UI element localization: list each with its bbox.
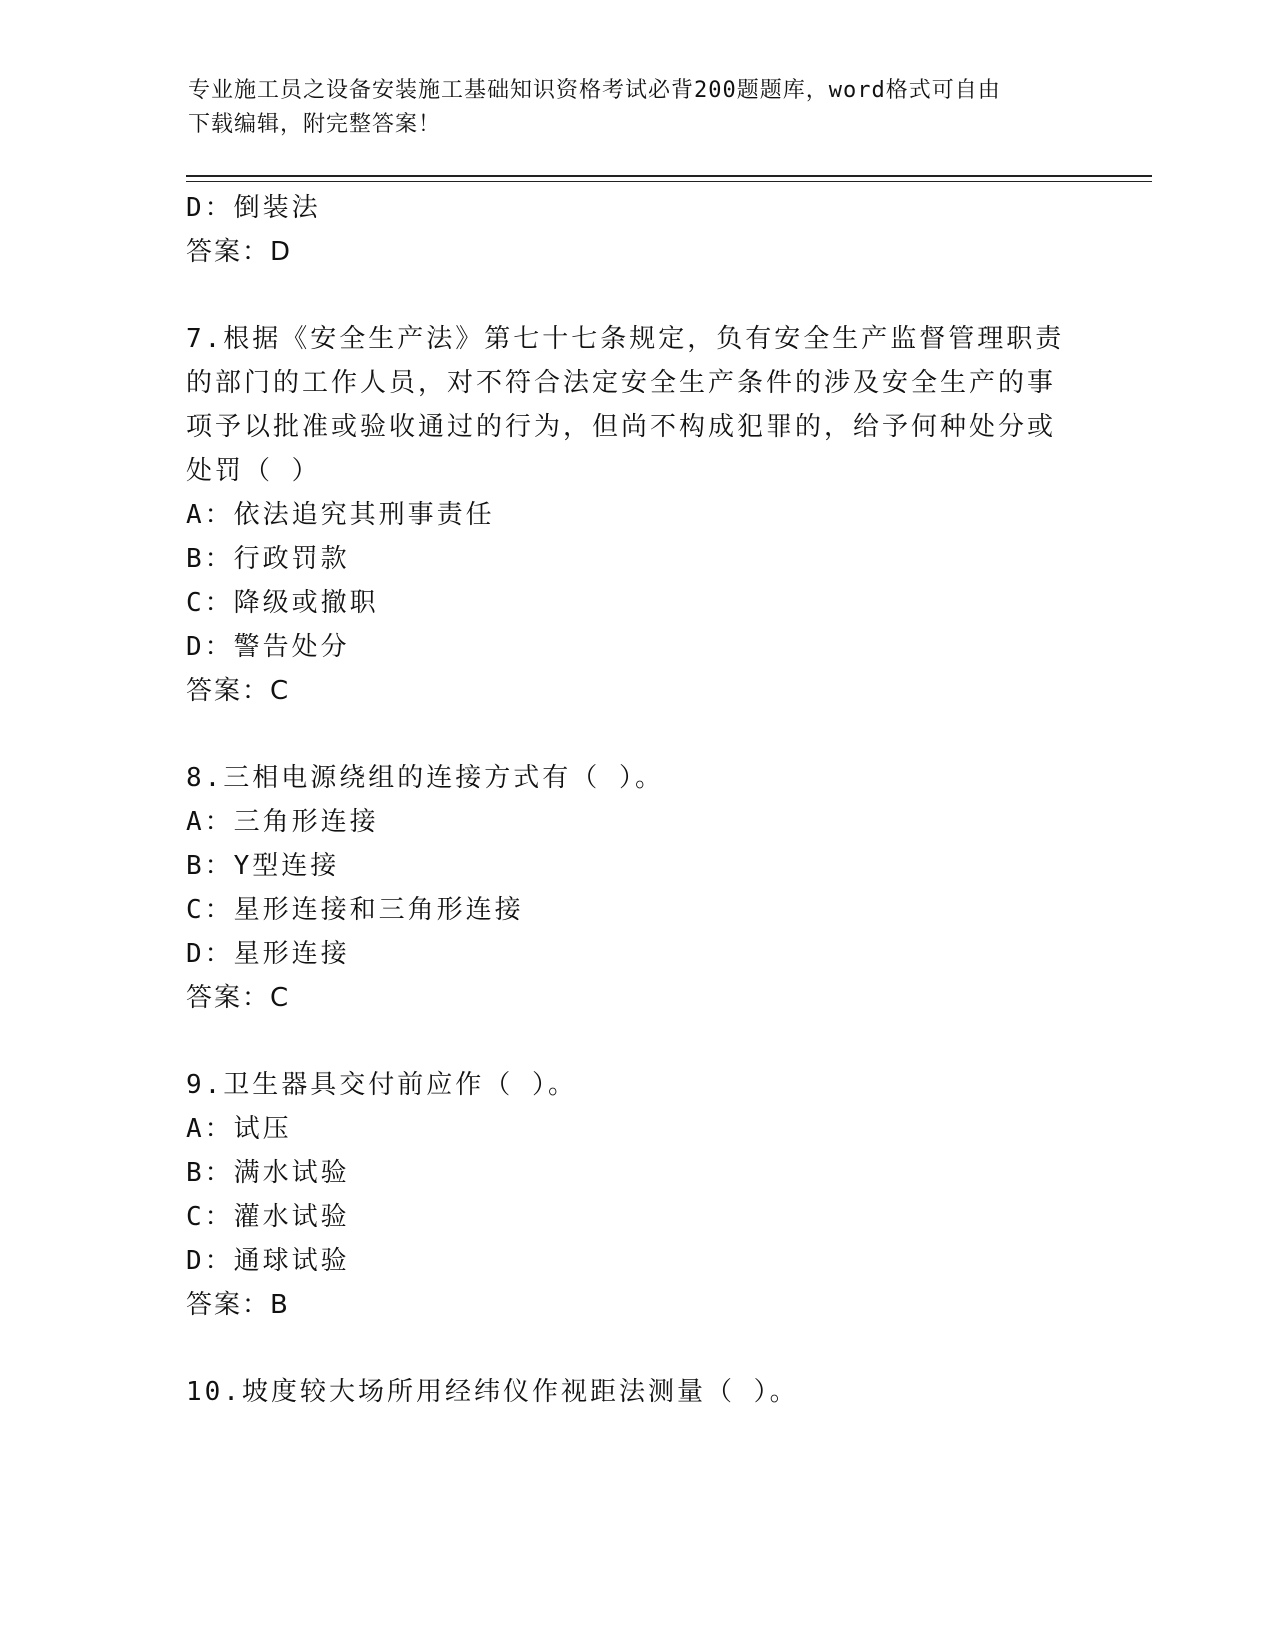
q7-option-b: B：行政罚款 xyxy=(186,544,350,574)
q9-option-a: A：试压 xyxy=(186,1114,292,1144)
q8-option-d: D：星形连接 xyxy=(186,939,350,969)
document-header xyxy=(188,74,1068,142)
header-rule-thin xyxy=(186,181,1152,182)
q7-answer: 答案：C xyxy=(186,676,291,706)
header-rule-thick xyxy=(186,175,1152,177)
q9-option-b: B：满水试验 xyxy=(186,1158,350,1188)
q7-option-a: A：依法追究其刑事责任 xyxy=(186,500,495,530)
q8-option-a: A：三角形连接 xyxy=(186,807,379,837)
header-line-2: 下载编辑，附完整答案！ xyxy=(188,112,442,137)
q7-option-c: C：降级或撤职 xyxy=(186,588,379,618)
q8-option-c: C：星形连接和三角形连接 xyxy=(186,895,524,925)
q8-option-b: B：Y型连接 xyxy=(186,851,340,881)
q8-answer: 答案：C xyxy=(186,983,291,1013)
q10-stem: 10.坡度较大场所用经纬仪作视距法测量（ ）。 xyxy=(186,1377,799,1407)
prev-option-d: D：倒装法 xyxy=(186,193,321,223)
header-line-1: 专业施工员之设备安装施工基础知识资格考试必背200题题库，word格式可自由 xyxy=(188,78,1001,103)
q7-option-d: D：警告处分 xyxy=(186,632,350,662)
q9-option-c: C：灌水试验 xyxy=(186,1202,350,1232)
q9-answer: 答案：B xyxy=(186,1290,290,1320)
q7-stem-line-3: 项予以批准或验收通过的行为，但尚不构成犯罪的，给予何种处分或 xyxy=(186,412,1057,442)
q7-stem-line-4: 处罚（ ） xyxy=(186,456,321,486)
q7-stem-line-2: 的部门的工作人员，对不符合法定安全生产条件的涉及安全生产的事 xyxy=(186,368,1057,398)
q9-stem: 9.卫生器具交付前应作（ ）。 xyxy=(186,1070,577,1100)
q8-stem: 8.三相电源绕组的连接方式有（ ）。 xyxy=(186,763,664,793)
prev-answer: 答案：D xyxy=(186,237,293,267)
q9-option-d: D：通球试验 xyxy=(186,1246,350,1276)
q7-stem-line-1: 7.根据《安全生产法》第七十七条规定，负有安全生产监督管理职责 xyxy=(186,324,1065,354)
